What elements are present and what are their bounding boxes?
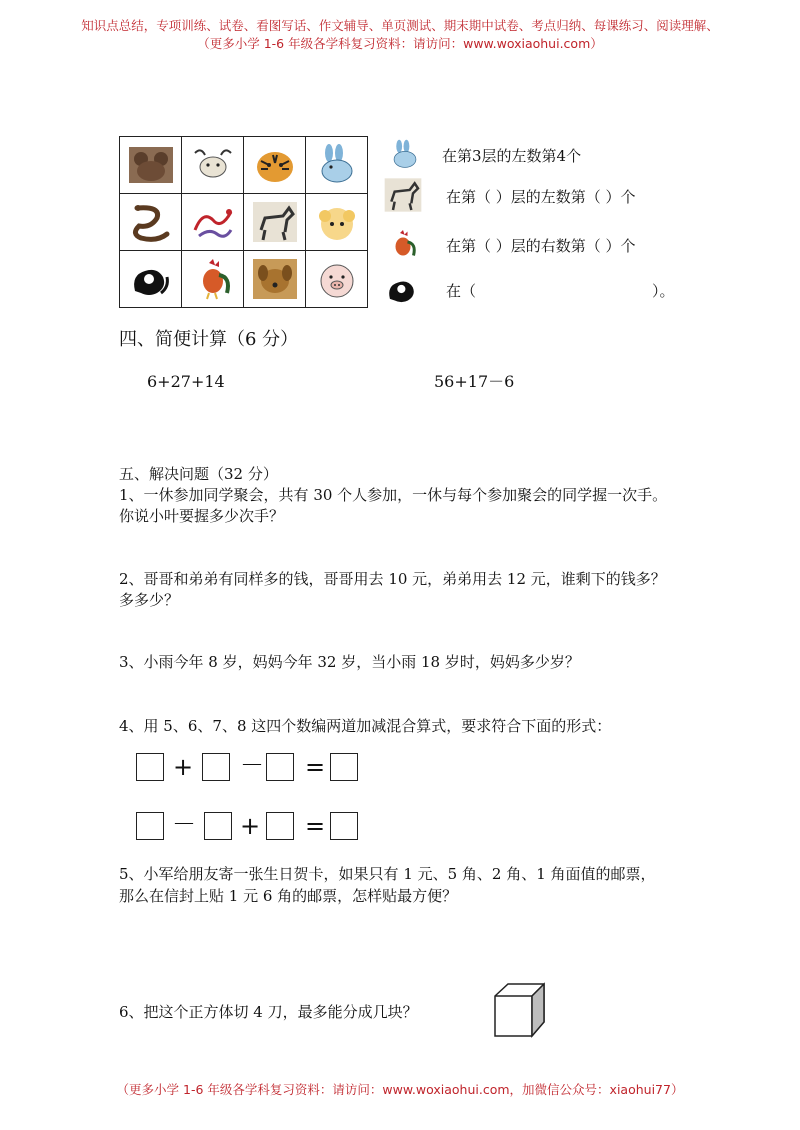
problem-3: 3、小雨今年 8 岁，妈妈今年 32 岁，当小雨 18 岁时，妈妈多少岁？ [119,653,580,671]
header-line-2: （更多小学 1-6 年级各学科复习资料：请访问：www.woxiaohui.com） [197,36,603,51]
answer-box[interactable] [136,812,164,840]
section-5-title: 五、解决问题（32 分） [119,465,278,483]
problem-4: 4、用 5、6、7、8 这四个数编两道加减混合算式，要求符合下面的形式： [119,717,612,735]
operator-plus: + [173,753,194,781]
dragon-icon [184,196,241,248]
monkey-icon [382,270,424,308]
monkey-icon [122,253,179,305]
answer-box[interactable] [266,812,294,840]
dog-icon [246,253,303,305]
problem-2-line-2: 多多少？ [119,591,180,609]
calc-expr-1: 6+27+14 [147,372,225,391]
operator-equals: = [305,812,326,840]
zodiac-question-2: 在第（ ）层的左数第（ ）个 [446,188,636,206]
zodiac-question-4-close: ）。 [652,282,675,300]
answer-box[interactable] [330,812,358,840]
zodiac-question-3: 在第（ ）层的右数第（ ）个 [446,237,636,255]
zodiac-question-1: 在第3层的左数第4个 [442,147,582,165]
calc-expr-2: 56+17－6 [434,372,515,391]
horse-icon [246,196,303,248]
answer-box[interactable] [330,753,358,781]
rabbit-icon [384,136,426,174]
rooster-icon [382,226,424,264]
horse-icon [382,176,424,214]
problem-5-line-1: 5、小军给朋友寄一张生日贺卡，如果只有 1 元、5 角、2 角、1 角面值的邮票， [119,865,656,883]
rabbit-icon [308,139,365,191]
problem-1-line-1: 1、一休参加同学聚会，共有 30 个人参加，一休与每个参加聚会的同学握一次手。 [119,486,668,504]
pig-icon [308,253,365,305]
zodiac-question-4-open: 在（ [446,282,477,300]
answer-box[interactable] [202,753,230,781]
operator-plus: + [240,812,261,840]
answer-box[interactable] [204,812,232,840]
ox-icon [184,139,241,191]
section-4-title: 四、简便计算（6 分） [119,329,299,350]
operator-minus: － [240,751,264,779]
mouse-icon [122,139,179,191]
footer-note: （更多小学 1-6 年级各学科复习资料：请访问：www.woxiaohui.com，加微信公众号：xiaohui77） [116,1082,684,1097]
answer-box[interactable] [266,753,294,781]
operator-equals: = [305,753,326,781]
answer-box[interactable] [136,753,164,781]
sheep-icon [308,196,365,248]
problem-5-line-2: 那么在信封上贴 1 元 6 角的邮票，怎样贴最方便？ [119,887,458,905]
snake-icon [122,196,179,248]
problem-6: 6、把这个正方体切 4 刀，最多能分成几块？ [119,1003,418,1021]
problem-2-line-1: 2、哥哥和弟弟有同样多的钱，哥哥用去 10 元，弟弟用去 12 元，谁剩下的钱多？ [119,570,666,588]
cube-icon [490,980,550,1040]
zodiac-grid [119,136,368,308]
tiger-icon [246,139,303,191]
rooster-icon [184,253,241,305]
operator-minus: － [172,810,196,838]
header-line-1: 知识点总结，专项训练、试卷、看图写话、作文辅导、单页测试、期末期中试卷、考点归纳、每课练习、阅读理解、 [81,18,719,33]
problem-1-line-2: 你说小叶要握多少次手？ [119,507,285,525]
